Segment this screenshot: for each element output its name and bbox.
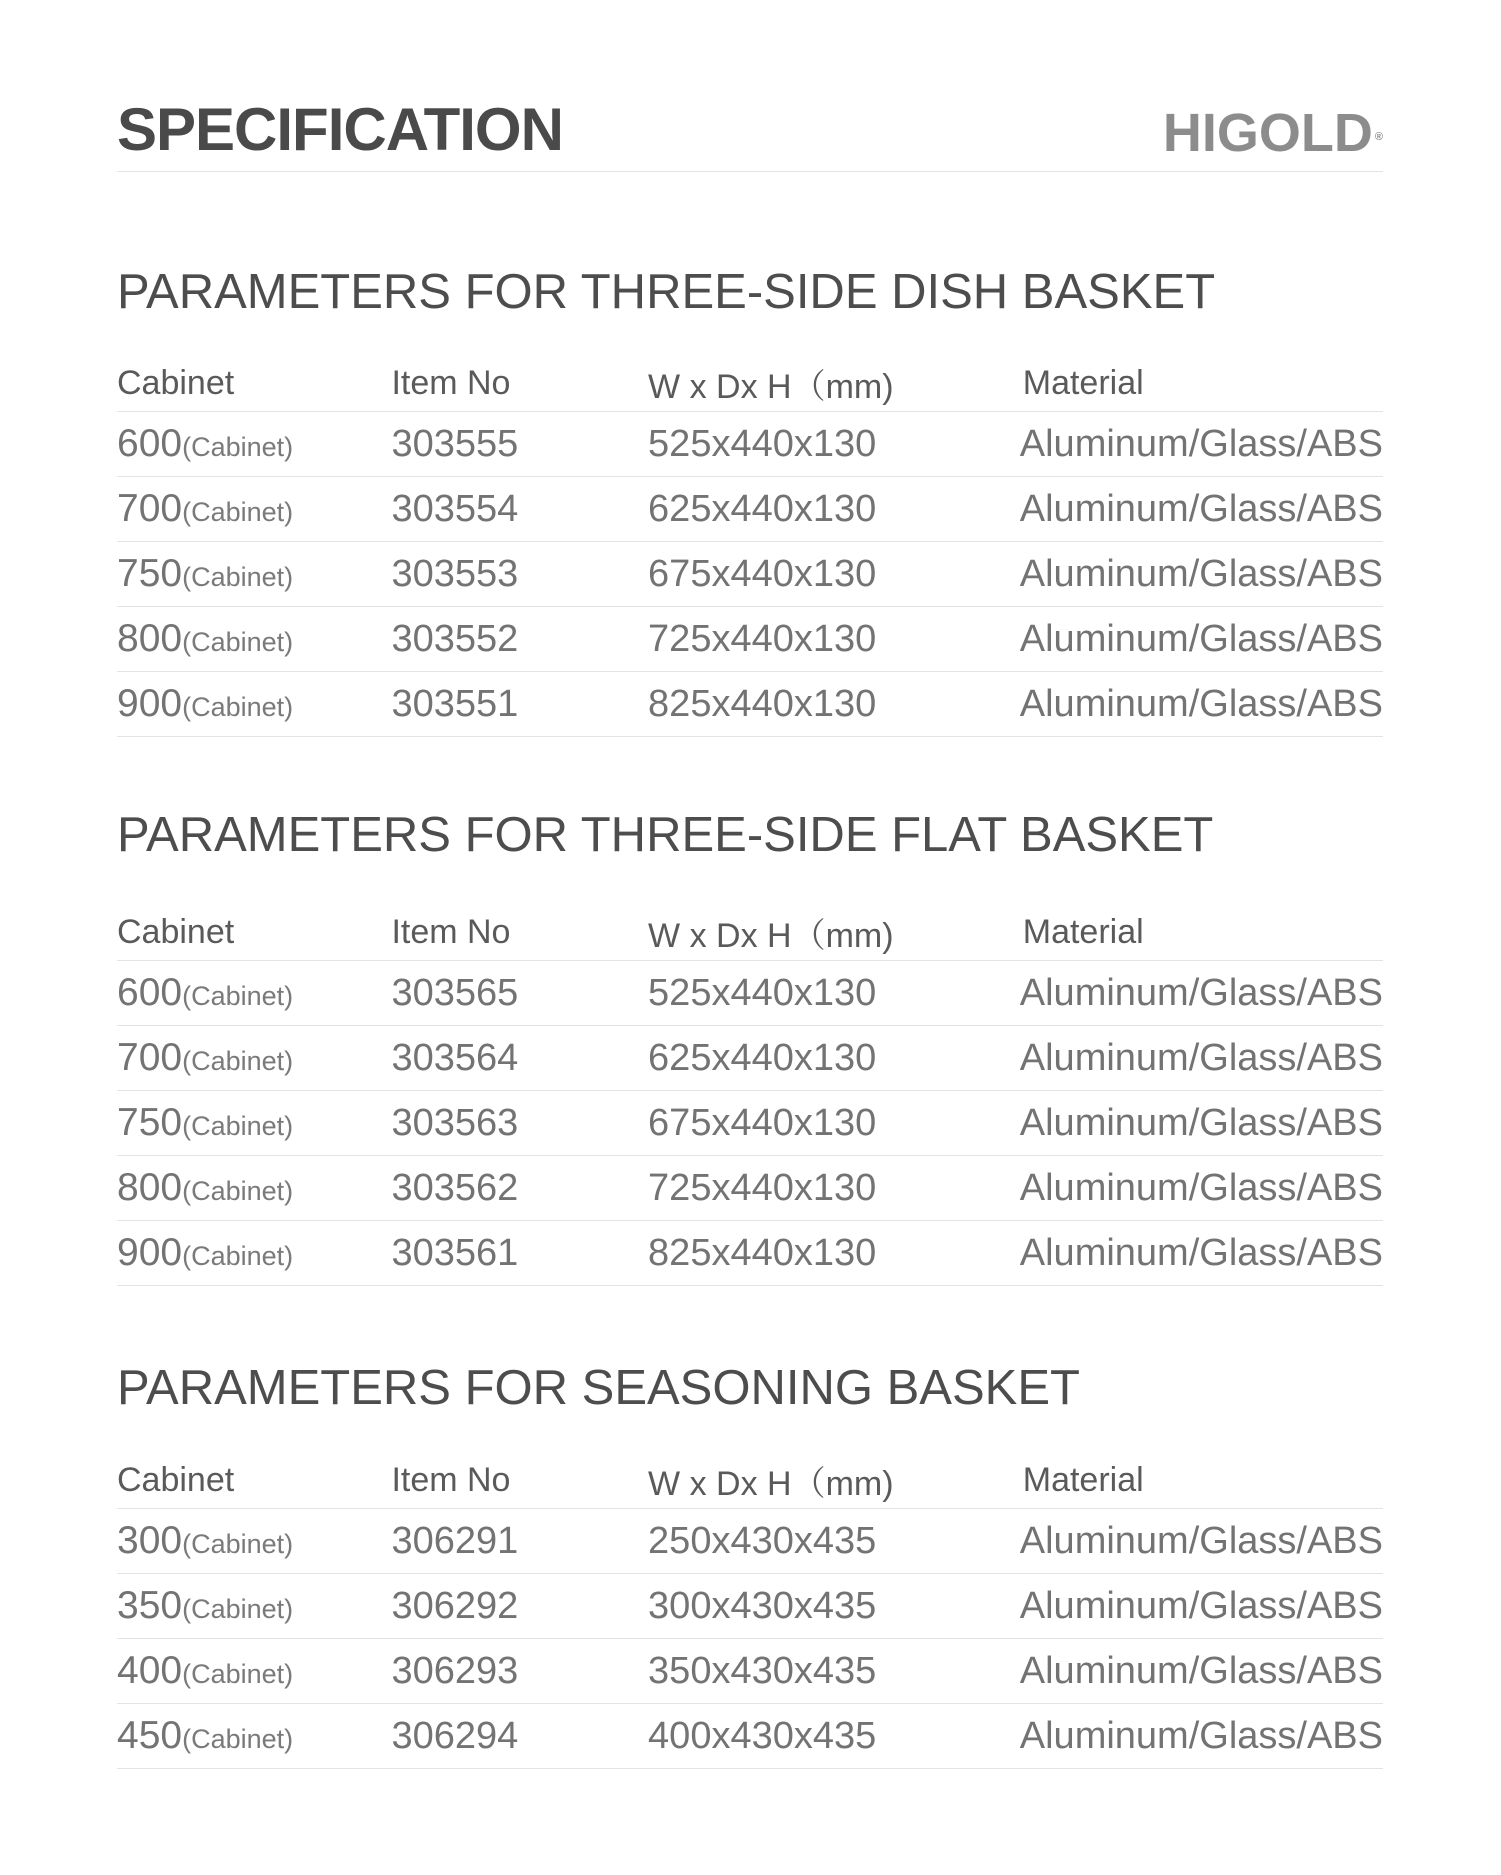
item-no-cell: 303553 [391,542,648,607]
header-item-no: Item No [391,355,648,412]
cabinet-suffix: (Cabinet) [182,432,294,462]
item-no-cell: 303565 [391,961,648,1026]
cabinet-suffix: (Cabinet) [182,1111,294,1141]
header-dimensions: W x Dx H（mm) [648,904,1020,961]
table-row [117,1221,1383,1286]
dimensions-cell: 400x430x435 [648,1704,1020,1769]
dimensions-cell: 625x440x130 [648,477,1020,542]
dimensions-cell: 250x430x435 [648,1509,1020,1574]
dimensions-cell: 825x440x130 [648,672,1020,737]
cabinet-suffix: (Cabinet) [182,692,294,722]
item-no-cell: 303555 [391,412,648,477]
cabinet-size: 700 [117,1036,183,1079]
section-title: PARAMETERS FOR THREE-SIDE FLAT BASKET [117,808,1214,862]
dimensions-cell: 350x430x435 [648,1639,1020,1704]
header-material: Material [1020,1452,1383,1509]
cabinet-suffix: (Cabinet) [182,1176,294,1206]
cabinet-size: 600 [117,971,183,1014]
table-row [117,1091,1383,1156]
cabinet-cell [117,1026,391,1091]
cabinet-cell [117,1509,391,1574]
table-row [117,1639,1383,1704]
cabinet-size: 700 [117,487,183,530]
cabinet-size: 900 [117,1231,183,1274]
cabinet-suffix: (Cabinet) [182,1594,294,1624]
material-cell: Aluminum/Glass/ABS [1020,477,1383,542]
section-title: PARAMETERS FOR SEASONING BASKET [117,1361,1080,1415]
item-no-cell: 303554 [391,477,648,542]
cabinet-cell [117,1156,391,1221]
page-title: SPECIFICATION [117,96,563,163]
spec-table-seasoning-basket [117,1452,1383,1769]
cabinet-suffix: (Cabinet) [182,1241,294,1271]
dimensions-cell: 675x440x130 [648,1091,1020,1156]
spec-table-dish-basket [117,355,1383,737]
header-item-no: Item No [391,904,648,961]
cabinet-suffix: (Cabinet) [182,1046,294,1076]
item-no-cell: 306294 [391,1704,648,1769]
dimensions-cell: 625x440x130 [648,1026,1020,1091]
item-no-cell: 303551 [391,672,648,737]
material-cell: Aluminum/Glass/ABS [1020,1639,1383,1704]
dimensions-cell: 725x440x130 [648,1156,1020,1221]
cabinet-size: 800 [117,617,183,660]
item-no-cell: 306293 [391,1639,648,1704]
material-cell: Aluminum/Glass/ABS [1020,1026,1383,1091]
cabinet-suffix: (Cabinet) [182,497,294,527]
dimensions-cell: 725x440x130 [648,607,1020,672]
header-cabinet: Cabinet [117,904,391,961]
material-cell: Aluminum/Glass/ABS [1020,672,1383,737]
cabinet-cell [117,1091,391,1156]
cabinet-cell [117,477,391,542]
cabinet-cell [117,1221,391,1286]
dimensions-cell: 825x440x130 [648,1221,1020,1286]
cabinet-cell [117,672,391,737]
dimensions-cell: 525x440x130 [648,412,1020,477]
table-header-row [117,1452,1383,1509]
item-no-cell: 303552 [391,607,648,672]
item-no-cell: 303564 [391,1026,648,1091]
header-material: Material [1020,904,1383,961]
dimensions-cell: 300x430x435 [648,1574,1020,1639]
material-cell: Aluminum/Glass/ABS [1020,961,1383,1026]
table-row [117,607,1383,672]
material-cell: Aluminum/Glass/ABS [1020,1221,1383,1286]
header-dimensions: W x Dx H（mm) [648,355,1020,412]
section-title: PARAMETERS FOR THREE-SIDE DISH BASKET [117,265,1216,319]
material-cell: Aluminum/Glass/ABS [1020,1574,1383,1639]
item-no-cell: 303562 [391,1156,648,1221]
cabinet-size: 800 [117,1166,183,1209]
table-row [117,672,1383,737]
material-cell: Aluminum/Glass/ABS [1020,1091,1383,1156]
material-cell: Aluminum/Glass/ABS [1020,412,1383,477]
cabinet-size: 400 [117,1649,183,1692]
cabinet-size: 450 [117,1714,183,1757]
cabinet-cell [117,412,391,477]
header-material: Material [1020,355,1383,412]
brand-logo [1163,103,1383,163]
brand-name: HIGOLD [1162,103,1373,163]
cabinet-size: 600 [117,422,183,465]
spec-table-flat-basket [117,904,1383,1286]
item-no-cell: 306292 [391,1574,648,1639]
cabinet-cell [117,961,391,1026]
section-seasoning-basket [117,1358,1383,1418]
cabinet-cell [117,1639,391,1704]
section-dish-basket [117,262,1383,322]
registered-mark: ® [1374,131,1383,143]
item-no-cell: 306291 [391,1509,648,1574]
cabinet-cell [117,542,391,607]
table-row [117,961,1383,1026]
cabinet-suffix: (Cabinet) [182,627,294,657]
material-cell: Aluminum/Glass/ABS [1020,542,1383,607]
dimensions-cell: 525x440x130 [648,961,1020,1026]
cabinet-size: 750 [117,552,183,595]
dimensions-cell: 675x440x130 [648,542,1020,607]
header-dimensions: W x Dx H（mm) [648,1452,1020,1509]
section-flat-basket [117,805,1383,865]
table-row [117,1026,1383,1091]
cabinet-cell [117,607,391,672]
cabinet-suffix: (Cabinet) [182,1724,294,1754]
item-no-cell: 303563 [391,1091,648,1156]
header [117,95,1383,172]
table-header-row [117,904,1383,961]
table-row [117,1156,1383,1221]
cabinet-suffix: (Cabinet) [182,1659,294,1689]
header-item-no: Item No [391,1452,648,1509]
table-row [117,542,1383,607]
table-row [117,1509,1383,1574]
table-row [117,1704,1383,1769]
table-row [117,1574,1383,1639]
cabinet-size: 300 [117,1519,183,1562]
table-row [117,412,1383,477]
cabinet-size: 900 [117,682,183,725]
material-cell: Aluminum/Glass/ABS [1020,607,1383,672]
table-header-row [117,355,1383,412]
material-cell: Aluminum/Glass/ABS [1020,1156,1383,1221]
material-cell: Aluminum/Glass/ABS [1020,1704,1383,1769]
cabinet-suffix: (Cabinet) [182,562,294,592]
cabinet-cell [117,1574,391,1639]
cabinet-size: 750 [117,1101,183,1144]
table-row [117,477,1383,542]
item-no-cell: 303561 [391,1221,648,1286]
cabinet-suffix: (Cabinet) [182,1529,294,1559]
header-cabinet: Cabinet [117,355,391,412]
cabinet-size: 350 [117,1584,183,1627]
material-cell: Aluminum/Glass/ABS [1020,1509,1383,1574]
header-cabinet: Cabinet [117,1452,391,1509]
cabinet-cell [117,1704,391,1769]
cabinet-suffix: (Cabinet) [182,981,294,1011]
